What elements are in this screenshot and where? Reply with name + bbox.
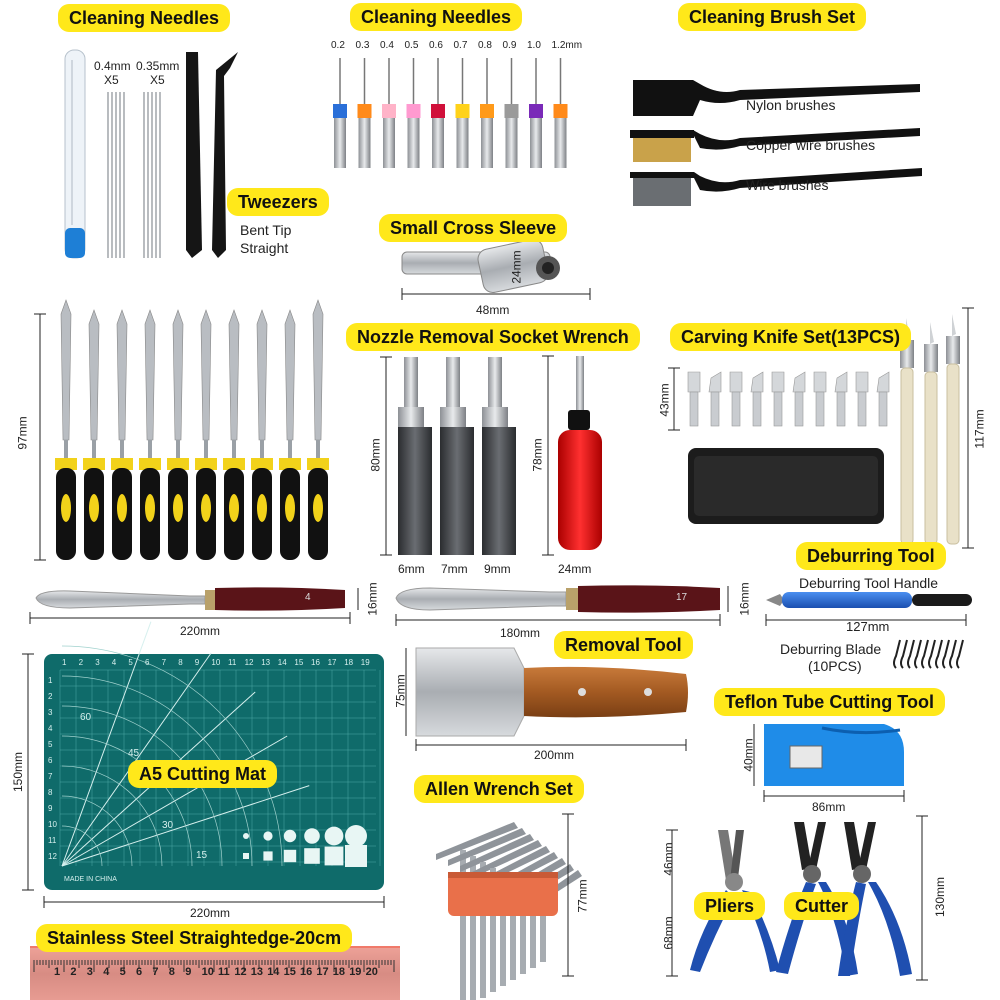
deburring-blade-piece	[950, 640, 956, 668]
mat-row-number: 5	[48, 740, 53, 749]
deburring-blade-piece	[908, 640, 914, 668]
label-pliers: Pliers	[694, 892, 765, 920]
needle-file	[307, 300, 329, 560]
label-cleaning-needles-1: Cleaning Needles	[58, 4, 230, 32]
scraper	[406, 648, 688, 751]
deburring-blades	[894, 640, 963, 668]
deburring-handle-label: Deburring Tool Handle	[799, 575, 939, 591]
needle-file	[223, 310, 245, 560]
mat-col-number: 19	[360, 658, 370, 667]
ruler-number: 17	[316, 966, 329, 978]
drill-size-label: 0.6	[429, 40, 443, 51]
socket-7mm: 7mm	[441, 562, 468, 576]
needle-size-b: 0.35mm	[136, 59, 180, 73]
label-cutting-mat: A5 Cutting Mat	[128, 760, 277, 788]
ruler-number: 15	[283, 966, 296, 978]
mat-width: 220mm	[190, 906, 231, 920]
ruler-number: 18	[332, 966, 346, 978]
knife-case	[688, 448, 884, 524]
teflon-cutter	[754, 724, 904, 802]
label-teflon: Teflon Tube Cutting Tool	[714, 688, 945, 716]
sleeve-length: 48mm	[476, 303, 510, 317]
needle-file	[251, 310, 273, 560]
spatula1-number: 4	[305, 592, 311, 603]
drill-size-label: 0.4	[380, 40, 394, 51]
needle-files	[55, 300, 329, 560]
brush-wire-label: Wire brushes	[746, 177, 829, 193]
mat-row-number: 4	[48, 724, 53, 733]
mat-height: 150mm	[11, 751, 26, 793]
carving-blade	[772, 372, 784, 426]
carving-blade	[709, 372, 721, 426]
spatula1-height: 16mm	[365, 582, 380, 616]
drill-size-label: 1.0	[527, 40, 541, 51]
carving-blade	[814, 372, 826, 426]
ruler-number: 6	[136, 966, 143, 978]
cross-sleeve	[402, 238, 590, 300]
ruler-number: 12	[234, 966, 247, 978]
drill-bits	[333, 58, 568, 168]
mat-col-number: 18	[344, 658, 354, 667]
teflon-height: 40mm	[741, 738, 756, 772]
mat-col-number: 14	[277, 658, 287, 667]
driver-width: 24mm	[558, 562, 592, 576]
carving-blade	[856, 372, 868, 426]
pliers-top: 46mm	[661, 842, 676, 876]
mat-row-number: 3	[48, 708, 53, 717]
ruler-number: 16	[300, 966, 313, 978]
scraper-width: 200mm	[534, 748, 575, 762]
mat-col-number: 3	[95, 658, 100, 667]
pliers-height: 130mm	[933, 876, 948, 918]
deburring-blade-label: Deburring Blade	[780, 641, 882, 657]
knife-handles	[900, 308, 974, 548]
drill-size-label: 0.9	[502, 40, 517, 51]
ruler-number: 13	[250, 966, 264, 978]
drill-bit	[431, 58, 445, 168]
needle-count-b: X5	[150, 73, 165, 87]
mat-col-number: 12	[244, 658, 254, 667]
mat-angle-label: 60	[80, 712, 92, 723]
allen-height: 77mm	[575, 879, 590, 913]
needles-group-a	[108, 92, 124, 258]
ruler-number: 20	[365, 966, 378, 978]
carving-blade	[688, 372, 700, 426]
deburring-blade-piece	[957, 640, 963, 668]
teflon-width: 86mm	[812, 800, 846, 814]
mat-col-number: 9	[194, 658, 200, 667]
tweezer-straight: Straight	[240, 240, 289, 256]
spatula2-width: 180mm	[500, 626, 541, 640]
needle-file	[83, 310, 105, 560]
mat-col-number: 10	[211, 658, 221, 667]
brush-nylon-label: Nylon brushes	[746, 97, 836, 113]
allen-wrenches	[436, 822, 582, 1000]
driver-height: 78mm	[530, 438, 545, 472]
spatula2-number: 17	[676, 592, 688, 603]
carving-blade	[730, 372, 742, 426]
label-cleaning-needles-2: Cleaning Needles	[350, 3, 522, 31]
needle-tube	[65, 50, 85, 258]
ruler-number: 1	[54, 966, 61, 978]
mat-col-number: 6	[145, 658, 150, 667]
ruler-number: 9	[185, 966, 192, 978]
socket-9mm: 9mm	[484, 562, 511, 576]
drill-bit	[554, 58, 568, 168]
drill-size-label: 0.5	[404, 40, 419, 51]
ruler-number: 5	[119, 966, 126, 978]
carving-blade	[877, 372, 889, 426]
mat-col-number: 15	[294, 658, 304, 667]
label-brush-set: Cleaning Brush Set	[678, 3, 866, 31]
deburring-width: 127mm	[846, 619, 890, 634]
drill-size-label: 0.8	[478, 40, 492, 51]
needle-file	[279, 310, 301, 560]
needle-file	[167, 310, 189, 560]
ruler-number: 4	[103, 966, 110, 978]
needle-file	[139, 310, 161, 560]
ruler-number: 2	[70, 966, 77, 978]
socket-6mm: 6mm	[398, 562, 425, 576]
mat-col-number: 7	[161, 658, 167, 667]
scraper-height: 75mm	[393, 674, 408, 708]
deburring-blade-count: (10PCS)	[808, 658, 862, 674]
mat-col-number: 8	[178, 658, 183, 667]
needle-file	[195, 310, 217, 560]
drill-bit	[456, 58, 470, 168]
label-carving-knife: Carving Knife Set(13PCS)	[670, 323, 911, 351]
needle-file	[55, 300, 77, 560]
deburring-blade-piece	[915, 640, 921, 668]
mat-col-number: 13	[261, 658, 271, 667]
mat-row-number: 1	[48, 676, 53, 685]
label-allen: Allen Wrench Set	[414, 775, 584, 803]
mat-row-number: 12	[48, 852, 57, 861]
knife-height: 117mm	[972, 409, 987, 449]
ruler-number: 3	[86, 966, 93, 978]
ruler-number: 10	[201, 966, 214, 978]
drill-bit	[382, 58, 396, 168]
label-deburring: Deburring Tool	[796, 542, 946, 570]
blade-height: 43mm	[657, 383, 672, 417]
ruler-number: 11	[218, 966, 230, 978]
deburring-blade-piece	[901, 640, 907, 668]
tweezer-bent: Bent Tip	[240, 222, 292, 238]
mat-row-number: 8	[48, 788, 53, 797]
mat-col-number: 2	[78, 658, 84, 667]
label-socket-wrench: Nozzle Removal Socket Wrench	[346, 323, 640, 351]
mat-col-number: 5	[128, 658, 133, 667]
mat-row-number: 9	[48, 804, 53, 813]
mat-row-number: 10	[48, 820, 57, 829]
label-cutter: Cutter	[784, 892, 859, 920]
label-straightedge: Stainless Steel Straightedge-20cm	[36, 924, 352, 952]
mat-brand: MADE IN CHINA	[64, 876, 117, 883]
drill-bit	[333, 58, 347, 168]
drill-size-label: 0.2	[331, 40, 345, 51]
carving-blades	[688, 372, 889, 426]
carving-blade	[793, 372, 805, 426]
sleeve-diameter: 24mm	[509, 250, 524, 284]
socket-wrenches	[380, 357, 516, 555]
ruler-number: 14	[267, 966, 280, 978]
needle-size-a: 0.4mm	[94, 59, 131, 73]
label-removal: Removal Tool	[554, 631, 693, 659]
socket-height: 80mm	[368, 438, 383, 472]
drill-bit	[480, 58, 494, 168]
drill-size-label: 1.2mm	[551, 40, 583, 51]
drill-size-label: 0.7	[453, 40, 468, 51]
mat-col-number: 4	[111, 658, 117, 667]
ruler-number: 7	[152, 966, 159, 978]
screwdriver	[542, 356, 602, 555]
pliers-bottom: 68mm	[661, 916, 676, 950]
spatula1-width: 220mm	[180, 624, 221, 638]
drill-bit	[529, 58, 543, 168]
label-tweezers: Tweezers	[227, 188, 329, 216]
brush-copper-label: Copper wire brushes	[746, 137, 876, 153]
carving-blade	[835, 372, 847, 426]
mat-angle-label: 45	[128, 748, 140, 759]
deburring-blade-piece	[936, 640, 942, 668]
mat-angle-label: 15	[196, 850, 208, 861]
deburring-blade-piece	[943, 640, 949, 668]
label-cross-sleeve: Small Cross Sleeve	[379, 214, 567, 242]
mat-col-number: 1	[62, 658, 67, 667]
drill-bit	[407, 58, 421, 168]
mat-row-number: 11	[48, 836, 57, 845]
mat-angle-label: 30	[162, 820, 174, 831]
allen-holder	[448, 872, 558, 916]
drill-bit	[358, 58, 372, 168]
deburring-blade-piece	[894, 640, 900, 668]
drill-size-label: 0.3	[355, 40, 370, 51]
deburring-blade-piece	[922, 640, 928, 668]
needle-count-a: X5	[104, 73, 119, 87]
ruler-number: 19	[349, 966, 362, 978]
mat-row-number: 2	[48, 692, 53, 701]
mat-row-number: 7	[48, 772, 53, 781]
tweezers	[186, 52, 238, 258]
ruler-number: 8	[168, 966, 175, 978]
mat-col-number: 11	[228, 658, 237, 667]
drill-bit	[505, 58, 519, 168]
mat-row-number: 6	[48, 756, 53, 765]
carving-blade	[751, 372, 763, 426]
mat-col-number: 17	[327, 658, 337, 667]
deburring-blade-piece	[929, 640, 935, 668]
mat-col-number: 16	[311, 658, 320, 667]
needles-group-b	[144, 92, 160, 258]
files-height: 97mm	[15, 416, 30, 450]
needle-file	[111, 310, 133, 560]
spatula2-height: 16mm	[737, 582, 752, 616]
